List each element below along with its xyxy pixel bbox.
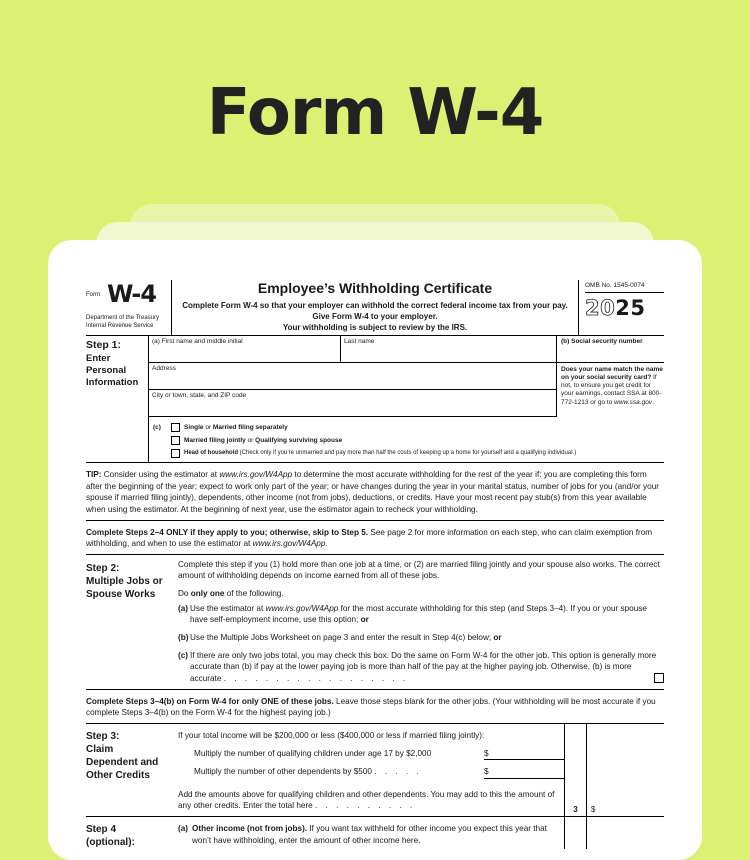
dept-line-1: Department of the Treasury (86, 315, 160, 321)
step-3-number: Step 3: (86, 730, 120, 742)
last-name-field[interactable]: Last name (344, 338, 375, 345)
ssn-note-text: If not, to ensure you get credit for your earnings, contact SSA at 800-772-1213 or go to (561, 374, 662, 406)
filing-hoh-checkbox[interactable] (171, 449, 180, 458)
dept-line-2: Internal Revenue Service (86, 323, 154, 330)
subtitle-line-3: Your withholding is subject to review by the IRS. (282, 323, 468, 333)
step-2-option-c: (c) If there are only two jobs total, you may check this box. Do the same on Form W-4 for the other job. This option is generally more accurate than (b) if pay at the lower paying job is more than half of the pay at the higher paying job. Otherwise, (b) is more accurate . . . . . . . . . . . . . . . . . . (178, 650, 664, 685)
address-field[interactable]: Address (149, 363, 556, 390)
step-1-number: Step 1: (86, 339, 122, 351)
year-suffix: 25 (615, 295, 646, 320)
complete-steps-note: Complete Steps 2–4 ONLY if they apply to you; otherwise, skip to Step 5. See page 2 for more information on each step, who can claim exemption from withholding, and when to use the estimator at www.irs.gov/W4App. (86, 521, 664, 555)
filing-joint-label: Married filing jointly or Qualifying surviving spouse (184, 436, 343, 444)
qualifying-children-line: Multiply the number of qualifying children under age 17 by $2,000 $ (178, 748, 564, 761)
line-3-number-column (564, 724, 586, 816)
step-3-total-text: Add the amounts above for qualifying children and other dependents. You may add to this the amount of any other credits. Enter the total here . . . . . . . . . . (178, 789, 555, 811)
omb-number: OMB No. 1545-0074 (585, 280, 664, 293)
dept-label (86, 314, 159, 330)
hero-title: Form W-4 (206, 76, 544, 150)
filing-single-checkbox[interactable] (171, 423, 180, 432)
step-2-number: Step 2: (86, 562, 120, 574)
step-2-option-b: (b) Use the Multiple Jobs Worksheet on page 3 and enter the result in Step 4(c) below; or (178, 633, 502, 643)
form-word: Form (86, 292, 100, 298)
ssa-link[interactable]: www.ssa.gov (614, 398, 653, 406)
filing-status (148, 417, 664, 462)
step-2-estimator-link[interactable]: www.irs.gov/W4App (265, 603, 339, 613)
step-1-title: Enter Personal Information (86, 352, 139, 389)
ssn-note: Does your name match the name on your social security card? If not, to ensure you get credit for your earnings, contact SSA at 800-772-1213 or go to www.ssa.gov. (561, 366, 663, 406)
other-dependents-amount[interactable]: $ (484, 766, 564, 779)
city-state-zip-field[interactable]: City or town, state, and ZIP code (149, 390, 556, 417)
subtitle-line-2: Give Form W-4 to your employer. (312, 311, 438, 321)
ssn-field[interactable]: (b) Social security number (557, 336, 664, 363)
first-name-field[interactable]: (a) First name and middle initial (149, 336, 341, 362)
line-3-amount-field[interactable] (586, 724, 664, 816)
step-4-amount-column (586, 817, 664, 849)
step-3-section (86, 724, 664, 816)
other-dependents-line: Multiply the number of other dependents by $500 . . . . . $ (178, 766, 564, 779)
step-3-title: Claim Dependent and Other Credits (86, 743, 159, 781)
omb-block (578, 280, 664, 335)
step-4-label (86, 817, 166, 849)
form-subtitle (172, 300, 578, 334)
filing-single-label: Single or Married filing separately (184, 423, 288, 431)
tax-year (585, 293, 664, 321)
form-title-block (172, 280, 578, 335)
w4-form (86, 280, 664, 849)
step-1-label (86, 336, 148, 462)
step-1-section (86, 336, 664, 463)
line-3-dollar: $ (591, 804, 596, 814)
filing-joint-checkbox[interactable] (171, 436, 180, 445)
form-header (86, 280, 664, 336)
step-2-label (86, 559, 166, 685)
form-number: W-4 (107, 280, 157, 308)
two-jobs-checkbox[interactable] (654, 673, 664, 683)
step-3-intro: If your total income will be $200,000 or less ($400,000 or less if married filing jointly): (178, 730, 485, 740)
step-2-instruction: Do only one of the following. (178, 589, 284, 599)
step-4-number: Step 4 (86, 824, 117, 836)
note-estimator-link[interactable]: www.irs.gov/W4App (252, 539, 326, 549)
filing-key: (c) (153, 423, 161, 431)
tip-paragraph: TIP: Consider using the estimator at www.irs.gov/W4App to determine the most accurate withholding for the rest of the year if: you are completing this form after the beginning of the year; expect to work only part of the year; or have changes during the year in your marital status, number of jobs for you (and/or your spouse if married filing jointly), dependents, other income (not from jobs), deductions, or credits. Have your most recent pay stub(s) from this year available when using the estimator. At the beginning of next year, use the estimator again to recheck your withholding. (86, 463, 664, 521)
step-4-optional: (optional): (86, 837, 135, 849)
step-2-intro: Complete this step if you (1) hold more than one job at a time, or (2) are married filing jointly and your spouse also works. The correct amount of withholding depends on income earned from all of these jobs. (178, 559, 660, 581)
step-4-number-column (564, 817, 586, 849)
subtitle-line-1: Complete Form W-4 so that your employer can withhold the correct federal income tax from your pay. (182, 300, 568, 310)
year-prefix: 20 (585, 295, 616, 320)
qualifying-children-amount[interactable]: $ (484, 748, 564, 761)
form-id-block (86, 280, 172, 335)
filing-hoh-label: Head of household (Check only if you’re unmarried and pay more than half the costs of keeping up a home for yourself and a qualifying individual.) (184, 449, 577, 456)
step-4-option-a: (a) Other income (not from jobs). If you want tax withheld for other income you expect this year that won’t have withholding, enter the amount of other income here. (178, 824, 547, 845)
step-3-label (86, 724, 166, 816)
step-2-section (86, 555, 664, 690)
complete-steps-3-4-note: Complete Steps 3–4(b) on Form W-4 for only ONE of these jobs. Leave those steps blank for the other jobs. (Your withholding will be most accurate if you complete Steps 3–4(b) on the Form W-4 for the highest paying job.) (86, 690, 664, 724)
step-2-option-a: (a) Use the estimator at www.irs.gov/W4App for the most accurate withholding for this step (and Steps 3–4). If you or your spouse have self-employment income, use this option; or (178, 603, 647, 625)
line-3-number: 3 (573, 804, 578, 814)
ssn-note-bold: Does your name match the name on your social security card? (561, 366, 663, 382)
step-2-title: Multiple Jobs or Spouse Works (86, 575, 163, 600)
step-4-section (86, 816, 664, 849)
tip-estimator-link[interactable]: www.irs.gov/W4App (219, 470, 293, 479)
form-title: Employee’s Withholding Certificate (257, 280, 493, 296)
